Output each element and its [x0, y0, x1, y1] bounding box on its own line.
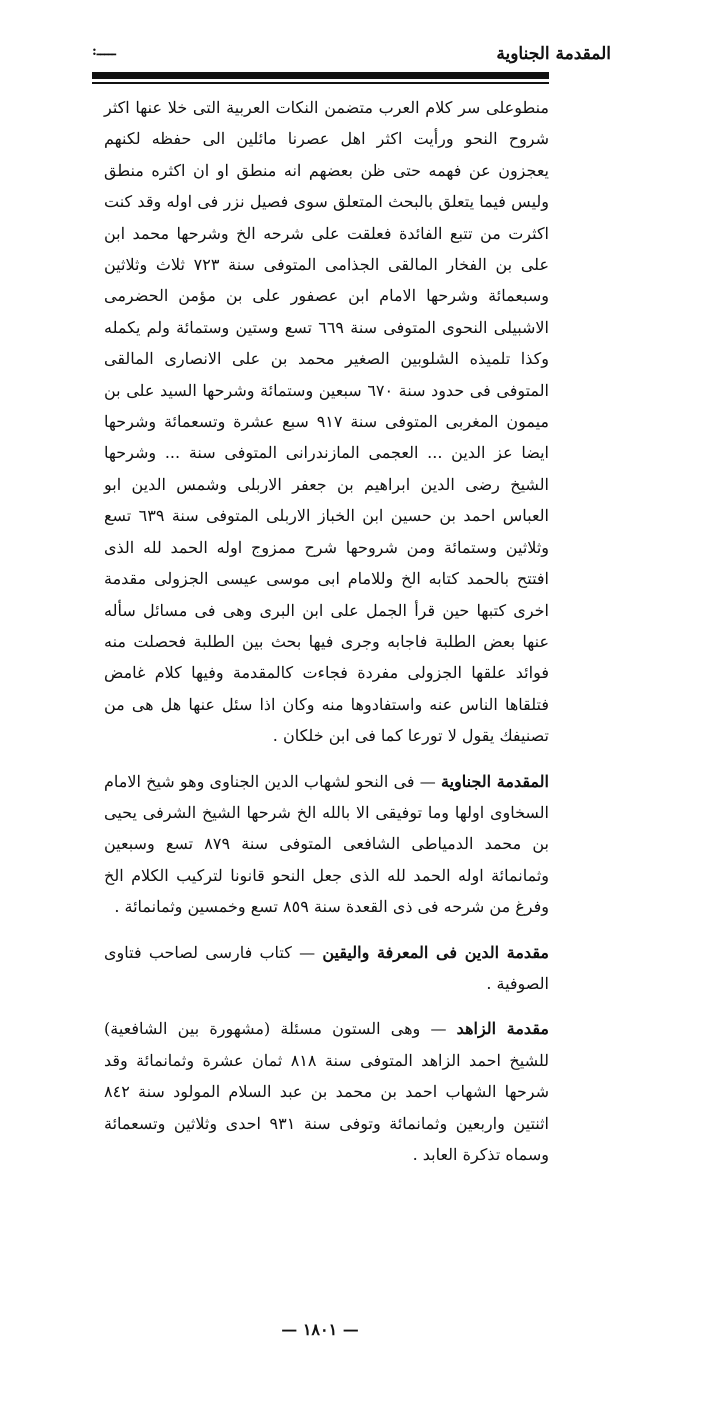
- paragraph-text: — فى النحو لشهاب الدين الجناوى وهو شيخ الامام السخاوى اولها وما توفيقى الا بالله الخ شرحها الشيخ الشرفى يحيى بن محمد الدمياطى الشافعى المتوفى سنة ٨٧٩ تسع وسبعين وثمانمائة اوله الحمد لله الذى جعل النحو قانونا لتركيب الكلام الخ وفرغ من شرحه فى ذى القعدة سنة ٨٥٩ تسع وخمسين وثمانمائة .: [104, 771, 549, 917]
- paragraph: [104, 937, 549, 1000]
- running-header-mark: :ـــــ: [92, 44, 116, 59]
- entry-heading: مقدمة الدين فى المعرفة واليقين: [322, 942, 549, 962]
- running-header-title: المقدمة الجناوية: [496, 44, 611, 64]
- paragraph: [104, 1013, 549, 1170]
- paragraph-text: — وهى الستون مسئلة (مشهورة بين الشافعية) للشيخ احمد الزاهد المتوفى سنة ٨١٨ ثمان عشرة وثمانمائة وقد شرحها الشهاب احمد بن محمد بن عبد السلام المولود سنة ٨٤٢ اثنتين واربعين وثمانمائة وتوفى سنة ٩٣١ احدى وثلاثين وتسعمائة وسماه تذكرة العابد .: [104, 1019, 550, 1164]
- entry-heading: المقدمة الجناوية: [440, 771, 550, 791]
- header-rule-thin: [92, 82, 549, 84]
- paragraph-text: — كتاب فارسى لصاحب فتاوى الصوفية .: [104, 942, 549, 993]
- paragraph: [104, 766, 549, 923]
- paragraph: [104, 92, 549, 752]
- page-number: — ١٨٠١ —: [281, 1320, 359, 1339]
- main-text-column: [104, 92, 549, 1184]
- paragraph-text: منطوعلى سر كلام العرب متضمن النكات العربية التى خلا عنها اكثر شروح النحو ورأيت اكثر اهل عصرنا مائلين الى حفظه لكنهم يعجزون عن فهمه حتى ظن بعضهم انه منطق او ان اكثره منطق وليس فيما يتعلق بالبحث المتعلق سوى فصيل نزر فى اوله وقد كنت اكثرت من تتبع الفائدة فعلقت على شرحه الخ وشرحها محمد ابن على بن الفخار المالقى الجذامى المتوفى سنة ٧٢٣ ثلاث وثلاثين وسبعمائة وشرحها الامام ابن عصفور على بن مؤمن الحضرمى الاشبيلى النحوى المتوفى سنة ٦٦٩ تسع وستين وستمائة ولم يكمله وكذا تلميذه الشلوبين الصغير محمد بن على الانصارى المالقى المتوفى فى حدود سنة ٦٧٠ سبعين وستمائة وشرحها السيد على بن ميمون المغربى المتوفى سنة ٩١٧ سبع عشرة وتسعمائة وشرحها ايضا عز الدين ... العجمى المازندرانى المتوفى سنة ... وشرحها الشيخ رضى الدين ابراهيم بن جعفر الاربلى وشمس الدين ابو العباس احمد بن حسين ابن الخباز الاربلى المتوفى سنة ٦٣٩ تسع وثلاثين وستمائة ومن شروحها شرح ممزوج اوله الحمد لله الذى افتتح بالحمد كتابه الخ وللامام ابى موسى عيسى الجزولى مقدمة اخرى كتبها حين قرأ الجمل على ابن البرى وهى فى مسائل سأله عنها بعض الطلبة فاجابه وجرى فيها بحث بين الطلبة فحصلت منه فوائد علقها الجزولى مفردة فجاءت كالمقدمة وفيها كلام غامض فتلقاها الناس عنه واستفادوها منه وكان اذا سئل عنها هل هى من تصنيفك يقول لا تورعا كما فى ابن خلكان .: [104, 98, 550, 746]
- entry-heading: مقدمة الزاهد: [456, 1019, 549, 1039]
- header-rule-thick: [92, 72, 549, 79]
